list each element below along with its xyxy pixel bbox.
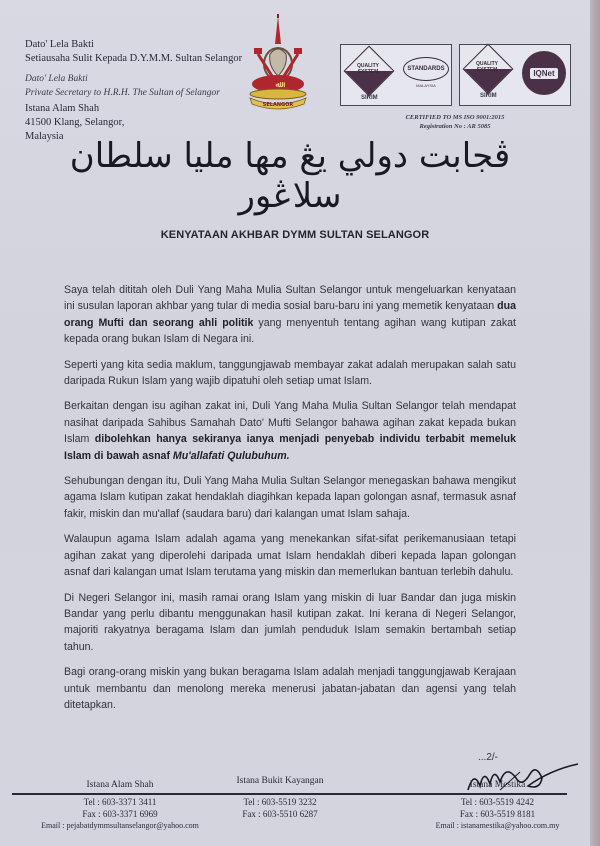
paragraph-7: Bagi orang-orang miskin yang bukan beragama Islam adalah menjadi tanggungjawab Kerajaan untuk membantu dan menolong mereka menerusi jabatan-jabatan dan agensi yang telah ditetapkan. <box>64 666 516 711</box>
cert-box-sirm-standards <box>340 44 452 106</box>
sender-title-malay: Setiausaha Sulit Kepada D.Y.M.M. Sultan Selangor <box>25 53 243 64</box>
paragraph-1: Saya telah dititah oleh Duli Yang Maha Mulia Sultan Selangor untuk mengeluarkan kenyataan ini susulan laporan akhbar yang tular di media sosial baru-baru ini yang memetik kenyataan dua orang Mufti dan seorang ahli politik yang menyentuh tentang agihan wang kutipan zakat kepada orang bukan Islam di Negara ini. <box>64 284 516 346</box>
footer-fax: Fax : 603-3371 6969 <box>82 809 158 819</box>
footer-location-name: Istana Bukit Kayangan <box>236 776 324 786</box>
svg-text:SELANGOR: SELANGOR <box>262 102 294 108</box>
cert-box-sirm-iqnet <box>459 44 571 106</box>
paragraph-6: Di Negeri Selangor ini, masih ramai orang Islam yang miskin di luar Bandar dan juga miskin Bandar yang perlu dibantu menggunakan hasil kutipan zakat. Ini kerana di Negeri Selangor, majoriti rakyatnya beragama Islam dan jumlah penduduk Islam semakin bertambah setiap tahun. <box>64 591 516 653</box>
iqnet-label: IQNet <box>530 68 557 79</box>
standards-malaysia-logo: STANDARDS <box>403 57 449 81</box>
sender-title-english: Private Secretary to H.R.H. The Sultan of Selangor <box>25 88 220 98</box>
sirm-label: SIRIM <box>361 95 378 101</box>
standards-caption: MALAYSIA <box>416 83 436 88</box>
iqnet-certified-logo <box>522 51 566 95</box>
quality-system-label: QUALITY SYSTEM <box>476 61 498 73</box>
registration-number: Registration No : AR 5085 <box>419 123 491 130</box>
statement-body <box>64 282 516 722</box>
sender-block <box>25 38 242 144</box>
footer-tel: Tel : 603-3371 3411 <box>83 797 157 807</box>
svg-text:ﷲ: ﷲ <box>275 80 281 89</box>
iso-certification-note <box>370 113 540 131</box>
page-continuation-marker: ...2/- <box>478 752 499 763</box>
footer-tel: Tel : 603-5519 4242 <box>460 797 535 807</box>
paragraph-4: Sehubungan dengan itu, Duli Yang Maha Mulia Sultan Selangor menegaskan bahawa mengikut agama Islam kutipan zakat hendaklah diagihkan kepada lapan golongan asnaf, termasuk asnaf fakir, miskin dan mu'allaf (saudara baru) dari kalangan umat Islam sahaja. <box>64 475 516 520</box>
footer-email: Email : istanamestika@yahoo.com.my <box>435 821 560 830</box>
quality-system-label: QUALITY SYSTEM <box>357 63 379 75</box>
paragraph-5: Walaupun agama Islam adalah agama yang menekankan sifat-sifat perikemanusiaan tetapi agihan zakat yang diperolehi daripada umat Islam hendaklah diberi kepada lapan golongan asnaf dari kalangan umat Islam terutama yang miskin dan memerlukan bantuan terlebih dahulu. <box>64 533 516 579</box>
sender-name-english: Dato' Lela Bakti <box>25 74 88 84</box>
footer-fax: Fax : 603-5519 8181 <box>459 809 536 819</box>
sender-name-malay: Dato' Lela Bakti <box>25 39 94 50</box>
jawi-office-banner: ڤجابت دولي يڠ مها مليا سلطان سلاڠور <box>69 136 511 216</box>
footer-tel: Tel : 603-5519 3232 <box>243 797 317 807</box>
selangor-crest-icon <box>244 14 314 110</box>
footer-location-name: Istana Mestika <box>469 780 526 790</box>
footer-fax: Fax : 603-5510 6287 <box>242 809 318 819</box>
sirm-label: SIRIM <box>480 93 497 99</box>
address-line-2: 41500 Klang, Selangor, <box>25 117 125 128</box>
paragraph-2: Seperti yang kita sedia maklum, tanggungjawab membayar zakat adalah merupakan salah satu daripada Rukun Islam yang wajib dipatuhi oleh setiap umat Islam. <box>64 358 516 388</box>
iso-cert-line: CERTIFIED TO MS ISO 9001:2015 <box>405 114 505 121</box>
address-line-1: Istana Alam Shah <box>25 103 100 114</box>
address-line-3: Malaysia <box>25 131 64 142</box>
footer-location-name: Istana Alam Shah <box>86 780 154 790</box>
footer-istana-alam-shah <box>20 779 220 832</box>
footer-email: Email : pejabatdymmsultanselangor@yahoo.com <box>41 821 199 830</box>
document-title: KENYATAAN AKHBAR DYMM SULTAN SELANGOR <box>160 229 430 241</box>
footer-istana-bukit-kayangan <box>210 776 350 820</box>
footer-istana-mestika <box>415 779 580 832</box>
paragraph-3: Berkaitan dengan isu agihan zakat ini, Duli Yang Maha Mulia Sultan Selangor telah mendapat nasihat daripada Sahibus Samahah Dato' Mufti Selangor bahawa agihan zakat kepada bukan Islam dibolehkan hanya sekiranya ianya menjadi penyebab individu terbabit memeluk Islam di bawah asnaf Mu'allafati Qulubuhum. <box>64 400 516 462</box>
paper-edge-shadow <box>590 0 600 846</box>
